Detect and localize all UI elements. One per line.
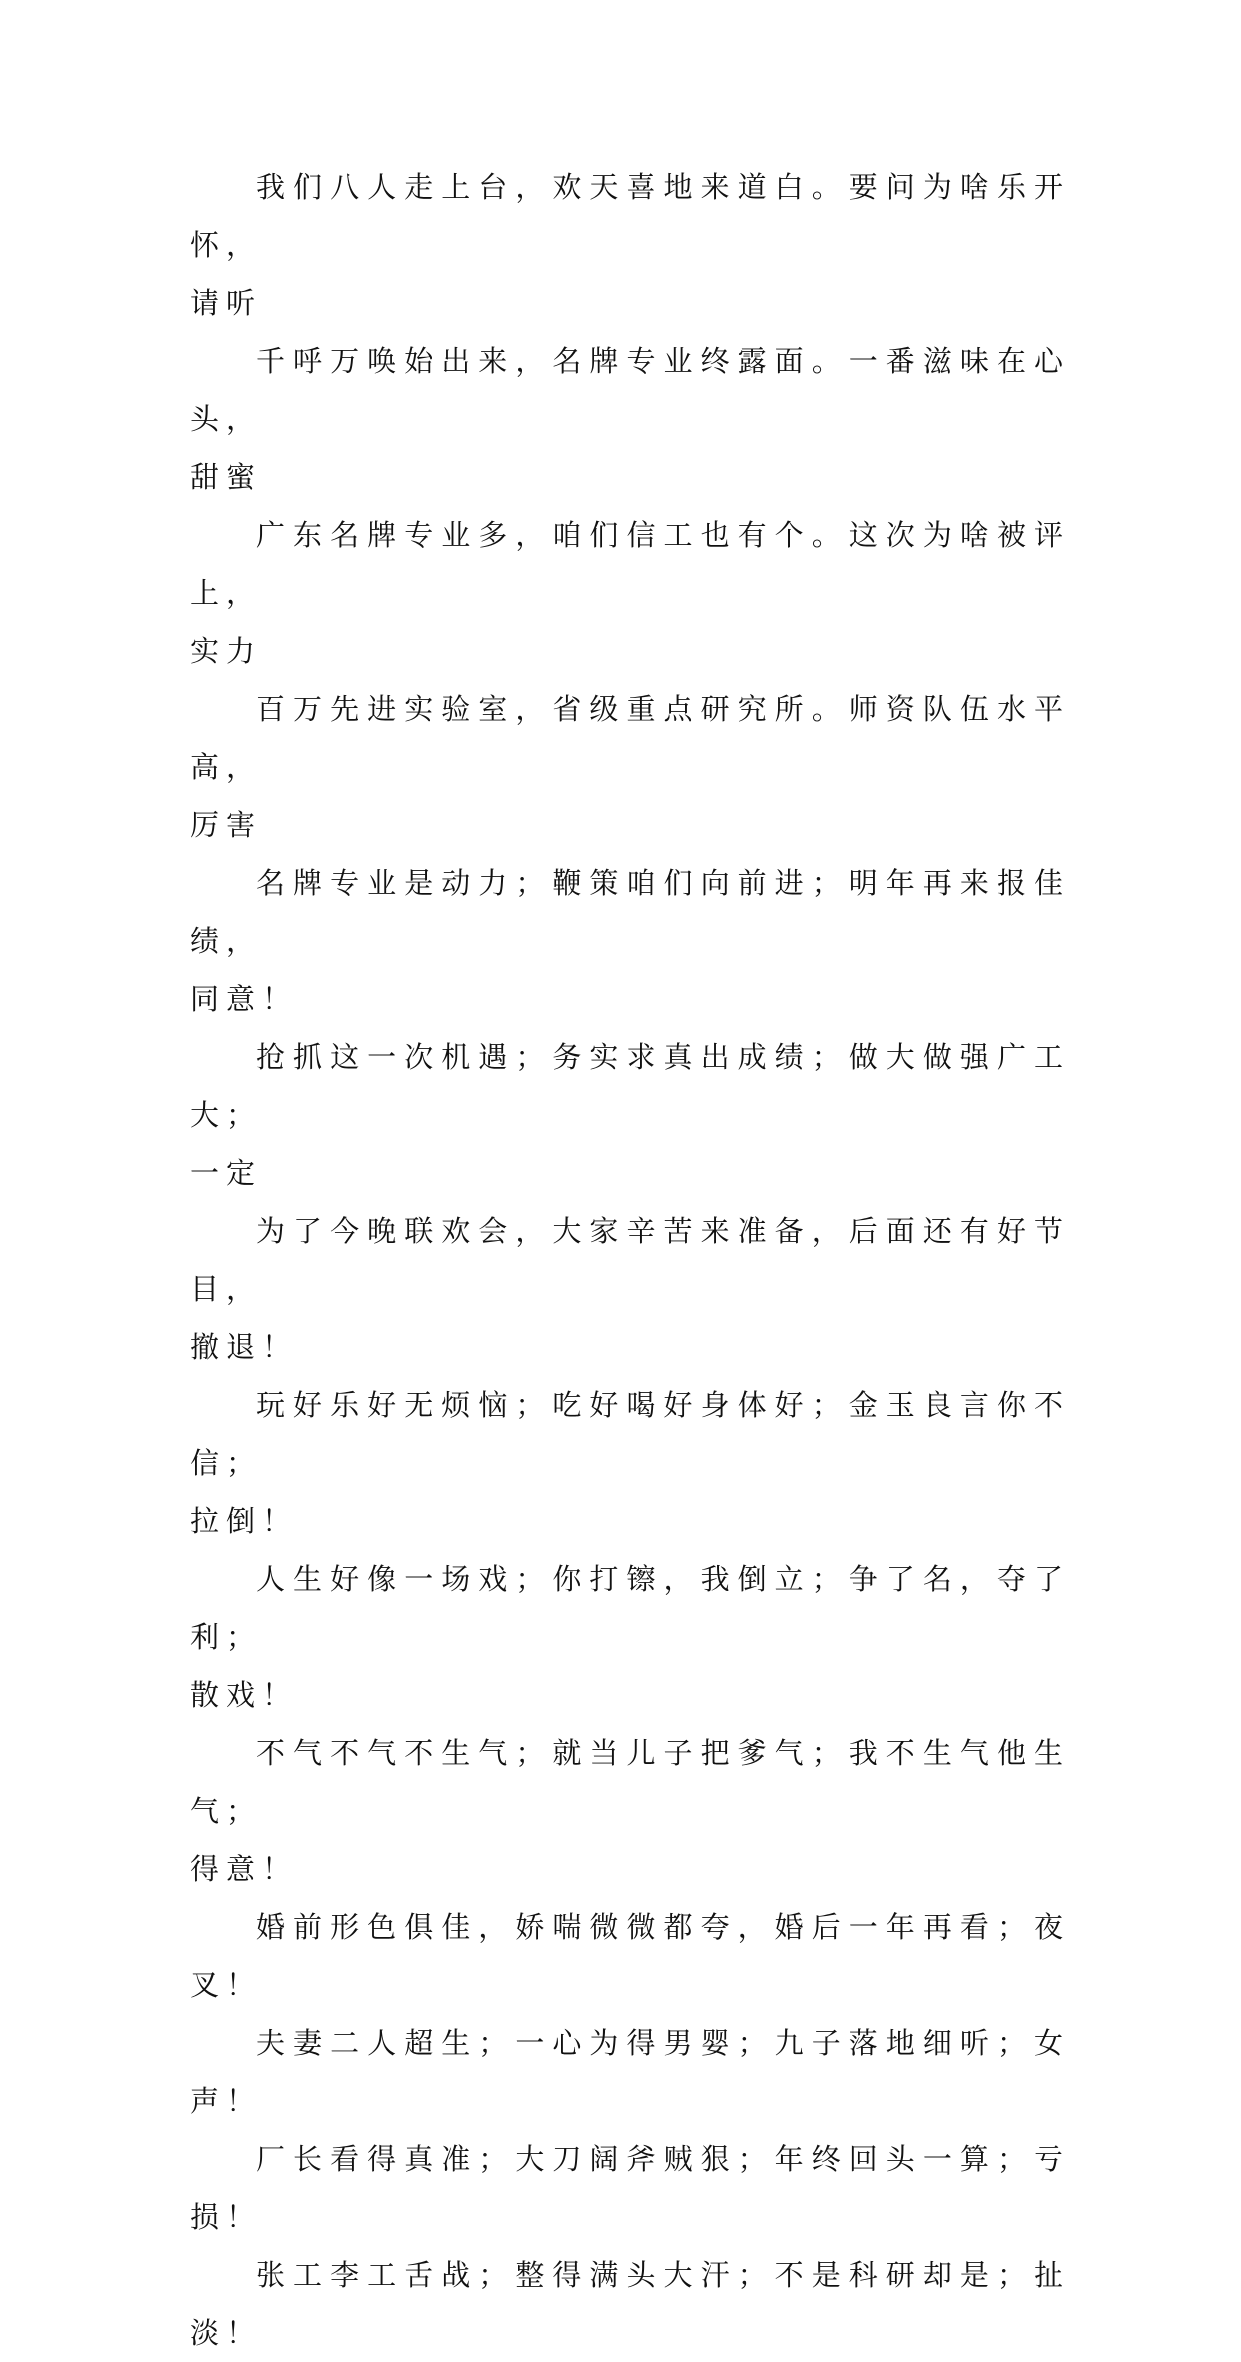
paragraph bbox=[190, 1376, 1070, 1550]
paragraph-continuation: 同意！ bbox=[190, 982, 299, 1016]
paragraph-line: 厂长看得真准；大刀阔斧贼狠；年终回头一算；亏损！ bbox=[190, 2142, 1070, 2234]
document-body bbox=[190, 158, 1070, 2362]
paragraph bbox=[190, 680, 1070, 854]
paragraph-continuation: 散戏！ bbox=[190, 1678, 299, 1712]
paragraph-line: 婚前形色俱佳，娇喘微微都夸，婚后一年再看；夜叉！ bbox=[190, 1910, 1070, 2002]
paragraph-continuation: 实力 bbox=[190, 634, 263, 668]
paragraph bbox=[190, 1724, 1070, 1898]
paragraph-line: 千呼万唤始出来，名牌专业终露面。一番滋味在心头， bbox=[190, 344, 1070, 436]
paragraph bbox=[190, 1898, 1070, 2014]
paragraph bbox=[190, 158, 1070, 332]
paragraph bbox=[190, 1202, 1070, 1376]
paragraph-line: 人生好像一场戏；你打镲，我倒立；争了名，夺了利； bbox=[190, 1562, 1070, 1654]
paragraph bbox=[190, 332, 1070, 506]
paragraph-continuation: 拉倒！ bbox=[190, 1504, 299, 1538]
paragraph-line: 张工李工舌战；整得满头大汗；不是科研却是；扯淡！ bbox=[190, 2258, 1070, 2350]
paragraph-continuation: 厉害 bbox=[190, 808, 263, 842]
paragraph-line: 抢抓这一次机遇；务实求真出成绩；做大做强广工大； bbox=[190, 1040, 1070, 1132]
paragraph-line: 广东名牌专业多，咱们信工也有个。这次为啥被评上， bbox=[190, 518, 1070, 610]
paragraph-line: 夫妻二人超生；一心为得男婴；九子落地细听；女声！ bbox=[190, 2026, 1070, 2118]
paragraph-line: 玩好乐好无烦恼；吃好喝好身体好；金玉良言你不信； bbox=[190, 1388, 1070, 1480]
paragraph-continuation: 得意！ bbox=[190, 1852, 299, 1886]
paragraph bbox=[190, 506, 1070, 680]
paragraph-continuation: 甜蜜 bbox=[190, 460, 263, 494]
paragraph bbox=[190, 854, 1070, 1028]
paragraph-line: 百万先进实验室，省级重点研究所。师资队伍水平高， bbox=[190, 692, 1070, 784]
paragraph-line: 名牌专业是动力；鞭策咱们向前进；明年再来报佳绩， bbox=[190, 866, 1070, 958]
paragraph bbox=[190, 2246, 1070, 2362]
paragraph bbox=[190, 1028, 1070, 1202]
paragraph-line: 我们八人走上台，欢天喜地来道白。要问为啥乐开怀， bbox=[190, 170, 1070, 262]
paragraph bbox=[190, 2130, 1070, 2246]
paragraph-continuation: 撤退！ bbox=[190, 1330, 299, 1364]
paragraph-continuation: 一定 bbox=[190, 1156, 263, 1190]
paragraph-line: 为了今晚联欢会，大家辛苦来准备，后面还有好节目， bbox=[190, 1214, 1070, 1306]
paragraph-continuation: 请听 bbox=[190, 286, 263, 320]
paragraph bbox=[190, 2014, 1070, 2130]
paragraph bbox=[190, 1550, 1070, 1724]
paragraph-line: 不气不气不生气；就当儿子把爹气；我不生气他生气； bbox=[190, 1736, 1070, 1828]
